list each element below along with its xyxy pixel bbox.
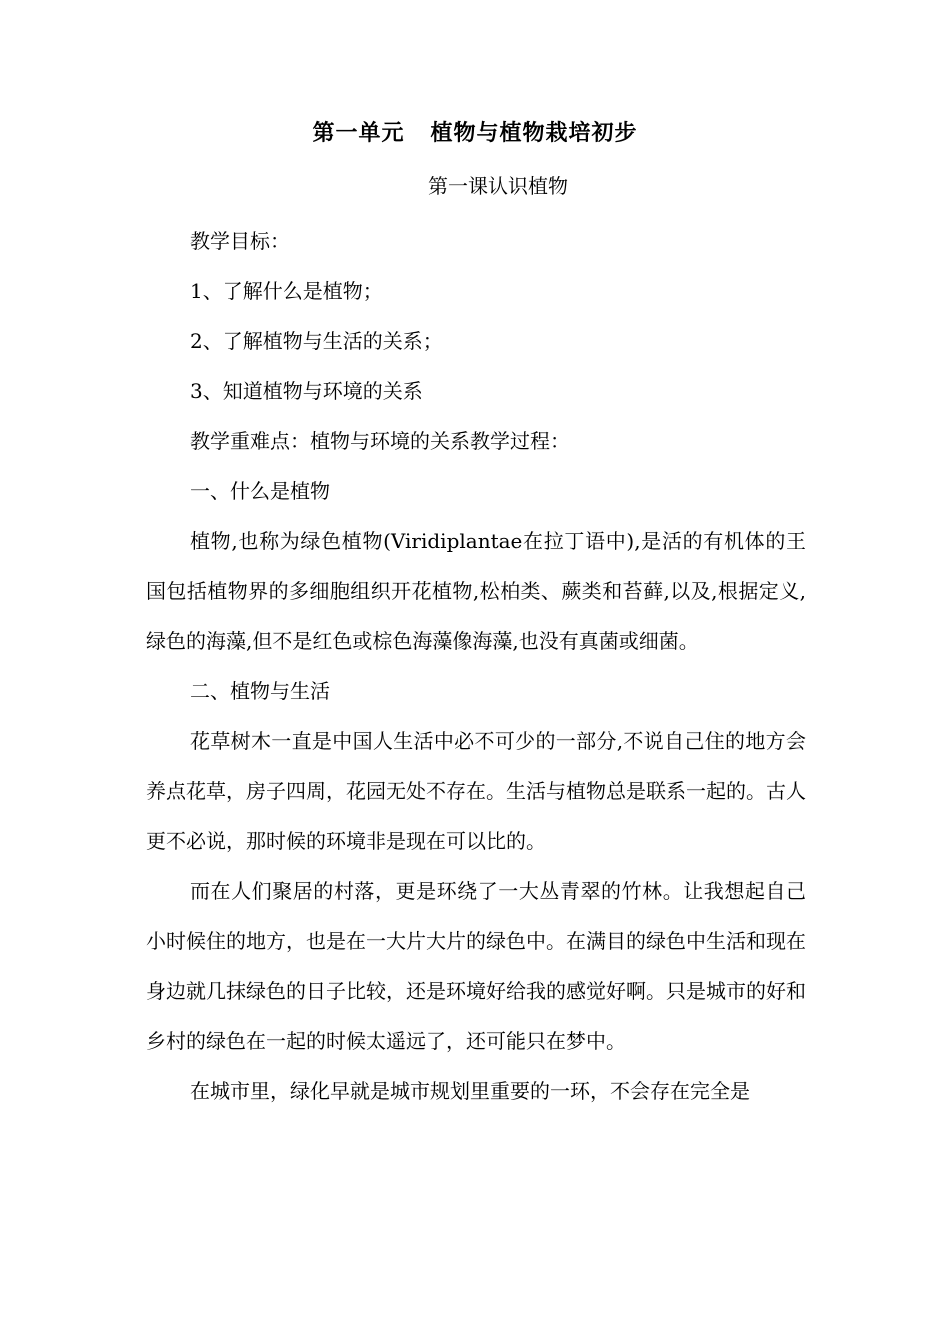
paragraph-plants-and-life: 花草树木一直是中国人生活中必不可少的一部分,不说自己住的地方会养点花草，房子四周，花园无处不存在。生活与植物总是联系一起的。古人更不必说，那时候的环境非是现在可以比的。	[146, 729, 806, 853]
title-unit: 第一单元	[312, 121, 405, 146]
paragraph-key-points: 教学重难点：植物与环境的关系教学过程：	[190, 429, 570, 453]
document-title	[0, 118, 950, 150]
paragraph-plant-definition: 植物,也称为绿色植物(Viridiplantae在拉丁语中),是活的有机体的王国包括植物界的多细胞组织开花植物,松柏类、蕨类和苔藓,以及,根据定义,绿色的海藻,但不是红色或棕色海藻像海藻,也没有真菌或细菌。	[146, 529, 806, 653]
paragraph-section-2-heading: 二、植物与生活	[190, 679, 330, 703]
document-body	[146, 216, 806, 1116]
title-topic: 植物与植物栽培初步	[430, 121, 638, 146]
paragraph-objective-2: 2、了解植物与生活的关系；	[190, 329, 443, 353]
paragraph-village-bamboo: 而在人们聚居的村落，更是环绕了一大丛青翠的竹林。让我想起自己小时候住的地方，也是在一大片大片的绿色中。在满目的绿色中生活和现在身边就几抹绿色的日子比较，还是环境好给我的感觉好啊。只是城市的好和乡村的绿色在一起的时候太遥远了，还可能只在梦中。	[146, 879, 806, 1053]
paragraph-objective-1: 1、了解什么是植物；	[190, 279, 383, 303]
paragraph-section-1-heading: 一、什么是植物	[190, 479, 330, 503]
paragraph-objectives-heading: 教学目标：	[190, 229, 290, 253]
lesson-subtitle: 第一课认识植物	[428, 174, 568, 198]
paragraph-city-greening: 在城市里，绿化早就是城市规划里重要的一环，不会存在完全是	[190, 1079, 750, 1103]
paragraph-objective-3: 3、知道植物与环境的关系	[190, 379, 423, 403]
